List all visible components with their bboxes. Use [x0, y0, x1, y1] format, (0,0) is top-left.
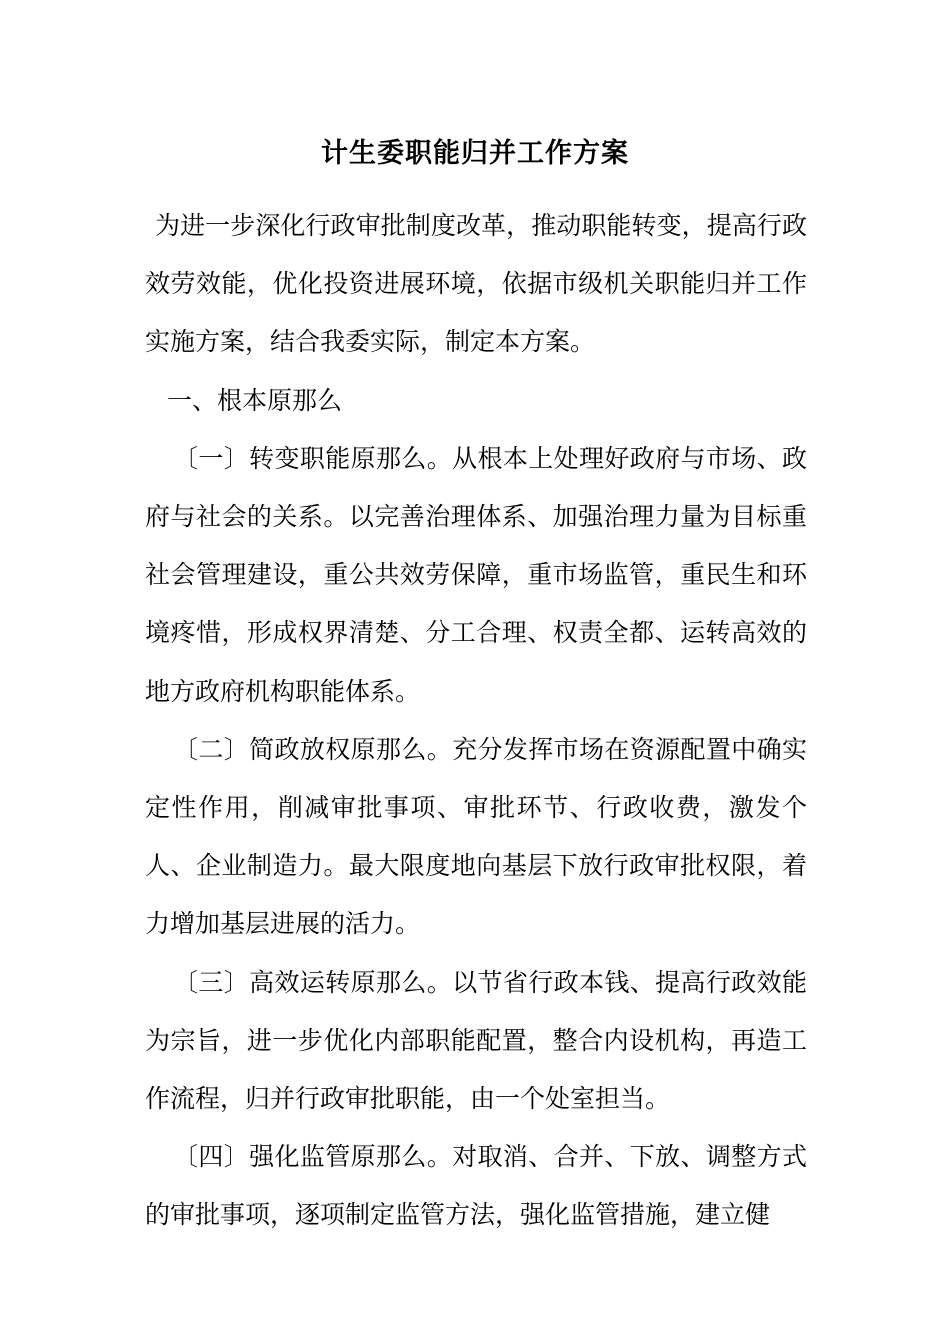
principle-paragraph-3: 〔三〕高效运转原那么。以节省行政本钱、提高行政效能为宗旨，进一步优化内部职能配置，整合内设机构，再造工作流程，归并行政审批职能，由一个处室担当。: [145, 967, 807, 1114]
principle-paragraph-2: 〔二〕简政放权原那么。充分发挥市场在资源配置中确实定性作用，削减审批事项、审批环节、行政收费，激发个人、企业制造力。最大限度地向基层下放行政审批权限，着力增加基层进展的活力。: [145, 734, 807, 939]
principle-paragraph-1: 〔一〕转变职能原那么。从根本上处理好政府与市场、政府与社会的关系。以完善治理体系、加强治理力量为目标重社会管理建设，重公共效劳保障，重市场监管，重民生和环境疼惜，形成权界清楚、分工合理、权责全都、运转高效的地方政府机构职能体系。: [145, 443, 807, 706]
intro-paragraph: 为进一步深化行政审批制度改革，推动职能转变，提高行政效劳效能，优化投资进展环境，依据市级机关职能归并工作实施方案，结合我委实际，制定本方案。: [145, 211, 807, 357]
principle-paragraph-4: 〔四〕强化监管原那么。对取消、合并、下放、调整方式的审批事项，逐项制定监管方法，强化监管措施，建立健: [145, 1142, 807, 1230]
document-title: 计生委职能归并工作方案: [321, 138, 629, 169]
section-heading-basic-principles: 一、根本原那么: [167, 385, 343, 415]
document-body: [145, 197, 807, 1245]
